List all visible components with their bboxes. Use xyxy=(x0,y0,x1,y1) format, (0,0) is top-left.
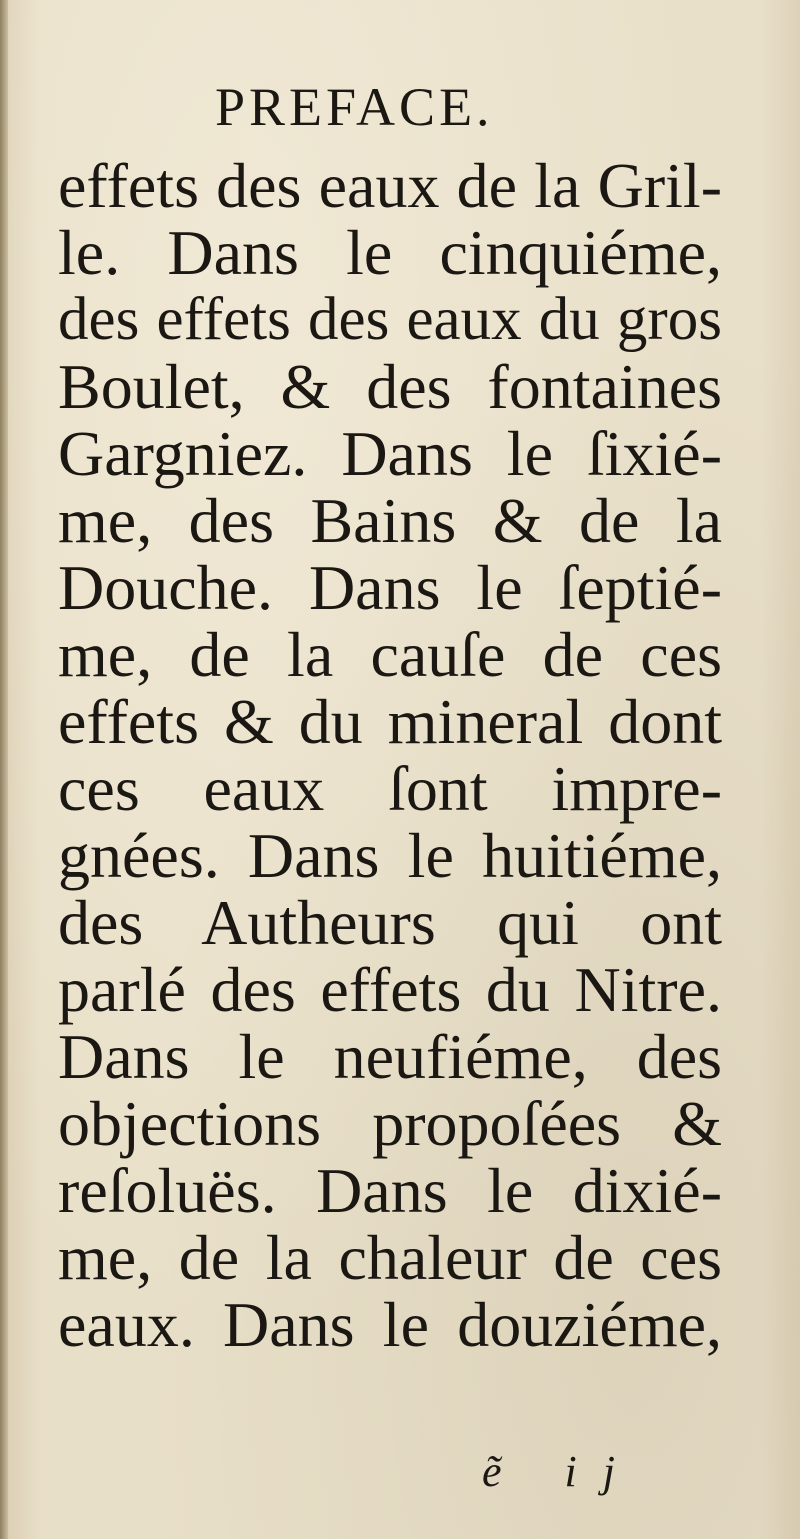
text-line: Boulet, & des fontaines xyxy=(58,351,722,422)
running-head: PREFACE. xyxy=(215,77,494,137)
signature-mark: ẽ ij xyxy=(482,1447,641,1496)
text-line: effets des eaux de la Gril- xyxy=(58,150,722,221)
text-line: Dans le neufiéme, des xyxy=(58,1021,722,1092)
text-line: objections propoſées & xyxy=(58,1088,722,1159)
text-line: me, de la cauſe de ces xyxy=(58,619,722,690)
text-line: Douche. Dans le ſeptié- xyxy=(58,552,722,623)
text-line: gnées. Dans le huitiéme, xyxy=(58,820,722,891)
body-text xyxy=(58,152,722,1358)
text-line: parlé des effets du Nitre. xyxy=(58,954,722,1025)
text-line: effets & du mineral dont xyxy=(58,686,722,757)
text-line: des effets des eaux du gros xyxy=(58,286,722,353)
text-line: ces eaux ſont impre- xyxy=(58,753,722,824)
text-line: le. Dans le cinquiéme, xyxy=(58,217,722,288)
text-line: reſoluës. Dans le dixié- xyxy=(58,1155,722,1226)
binding-edge xyxy=(0,0,8,1539)
text-line: me, des Bains & de la xyxy=(58,485,722,556)
text-line: me, de la chaleur de ces xyxy=(58,1222,722,1293)
text-line: eaux. Dans le douziéme, xyxy=(58,1289,722,1360)
text-line: des Autheurs qui ont xyxy=(58,887,722,958)
text-line: Gargniez. Dans le ſixié- xyxy=(58,418,722,489)
